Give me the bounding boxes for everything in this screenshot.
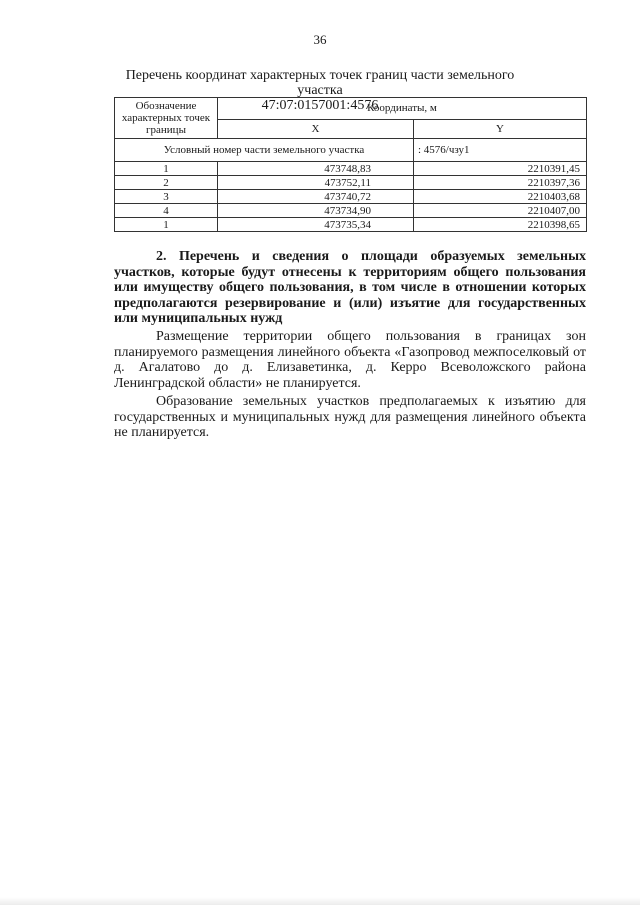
table-row — [115, 176, 587, 190]
point-number: 1 — [115, 218, 218, 232]
section-heading: 2. Перечень и сведения о площади образуемых земельных участков, которые будут отнесены к территориям общего пользования или имуществу общего пользования, в том числе в отношении которых предполагаются резервирование и (или) изъятие для государственных или муниципальных нужд — [114, 249, 586, 326]
point-number: 3 — [115, 190, 218, 204]
y-coordinate: 2210407,00 — [414, 204, 587, 218]
table-row — [115, 190, 587, 204]
coordinates-table — [114, 97, 587, 232]
y-header: Y — [414, 119, 587, 138]
x-coordinate: 473740,72 — [218, 190, 414, 204]
table-row — [115, 204, 587, 218]
x-coordinate: 473752,11 — [218, 176, 414, 190]
y-coordinate: 2210403,68 — [414, 190, 587, 204]
table-header-row — [115, 98, 587, 120]
table-row — [115, 162, 587, 176]
condition-label: Условный номер части земельного участка — [115, 139, 414, 162]
coordinates-header: Координаты, м — [218, 98, 587, 120]
condition-row — [115, 139, 587, 162]
table-row — [115, 218, 587, 232]
paragraph-public-territory: Размещение территории общего пользования в границах зон планируемого размещения линейного объекта «Газопровод межпоселковый от д. Агалатово до д. Елизаветинка, д. Керро Всеволожского района Ленинградской области» не планируется. — [114, 329, 586, 391]
point-number: 1 — [115, 162, 218, 176]
condition-value: : 4576/чзу1 — [414, 139, 587, 162]
y-coordinate: 2210391,45 — [414, 162, 587, 176]
x-coordinate: 473748,83 — [218, 162, 414, 176]
point-label-header: Обозначение характерных точек границы — [115, 98, 218, 139]
x-header: X — [218, 119, 414, 138]
point-number: 4 — [115, 204, 218, 218]
y-coordinate: 2210398,65 — [414, 218, 587, 232]
paragraph-land-seizure: Образование земельных участков предполагаемых к изъятию для государственных и муниципальных нужд для размещения линейного объекта не планируется. — [114, 394, 586, 440]
page-number: 36 — [313, 32, 327, 47]
x-coordinate: 473734,90 — [218, 204, 414, 218]
table-title-line1: Перечень координат характерных точек границ части земельного участка — [125, 68, 515, 98]
y-coordinate: 2210397,36 — [414, 176, 587, 190]
cadastral-number: 47:07:0157001:4576 — [261, 98, 379, 113]
page-bottom-edge — [0, 897, 640, 905]
x-coordinate: 473735,34 — [218, 218, 414, 232]
point-number: 2 — [115, 176, 218, 190]
